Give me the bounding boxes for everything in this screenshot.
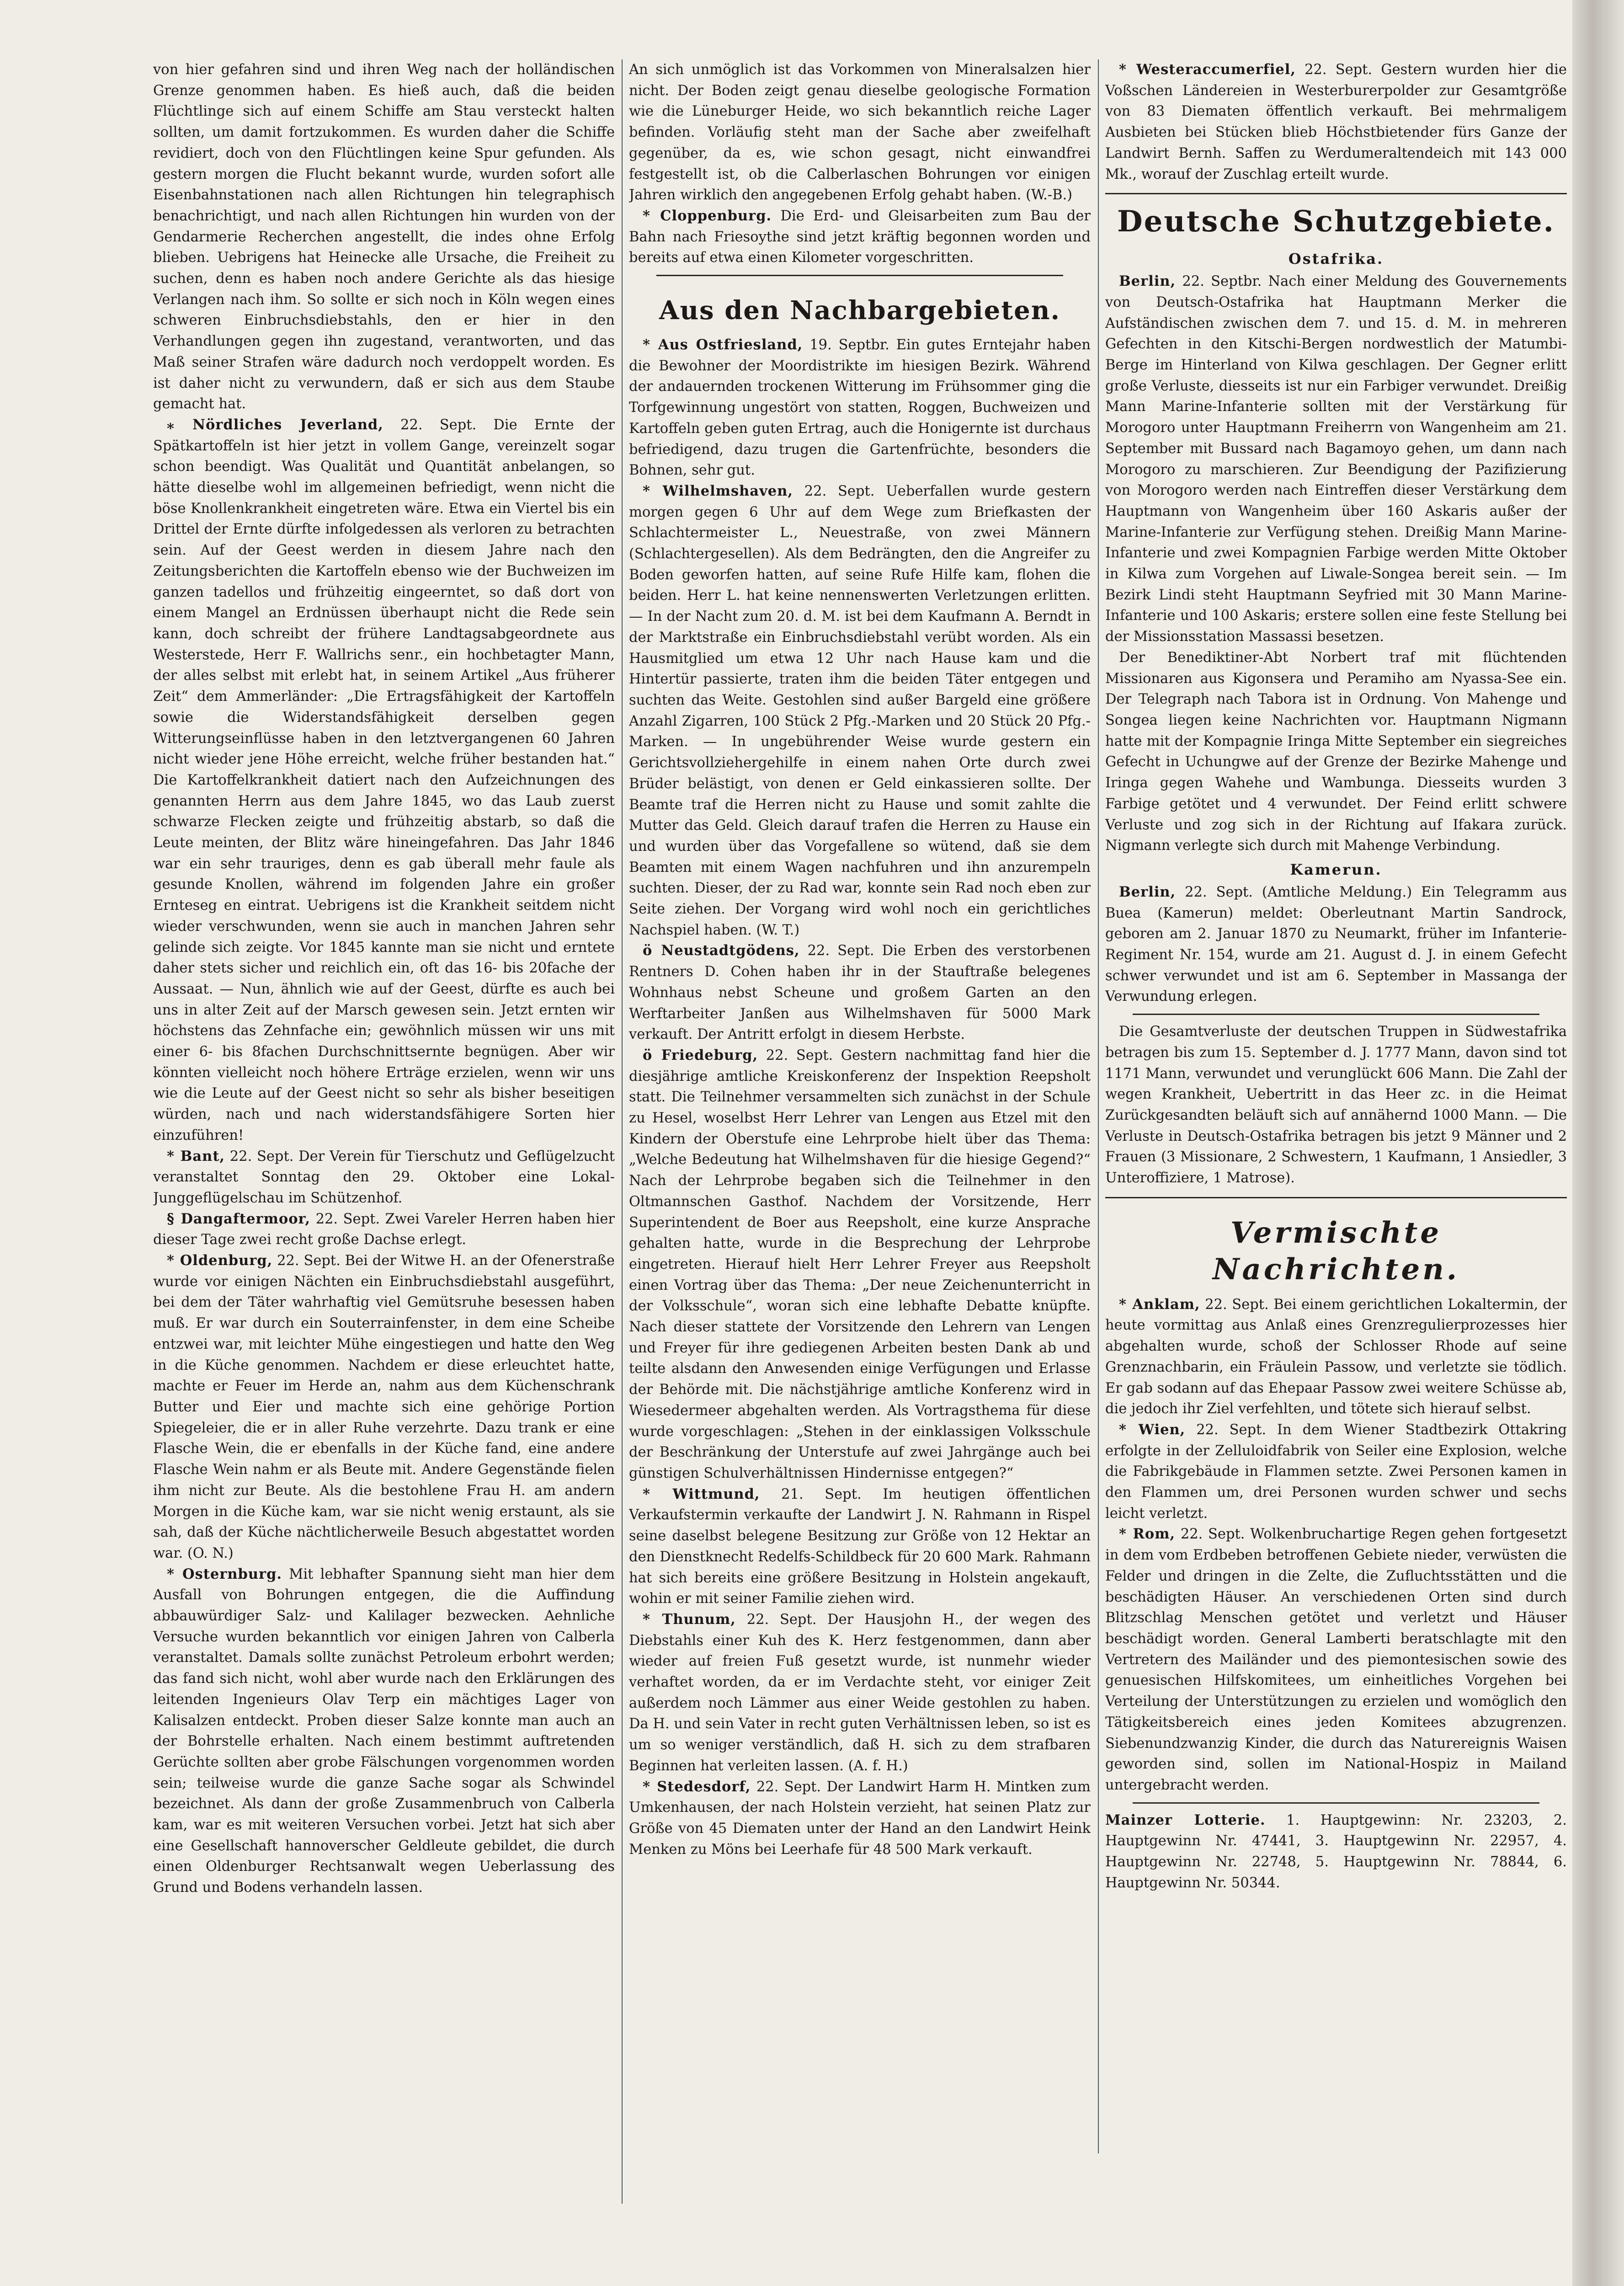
news-item [153, 415, 615, 1146]
news-text: 22. Sept. Der Landwirt Harm H. Mintken zum Umkenhausen, der nach Holstein verzieht, hat seinen Platz zur Größe von 45 Diematen unter der Hand an den Landwirt Heink Menken zu Möns bei Leerhafe für 48 500 Mark verkauft. [629, 1779, 1091, 1858]
dateline: * Osternburg. [167, 1565, 282, 1582]
news-text: An sich unmöglich ist das Vorkommen von Mineralsalzen hier nicht. Der Boden zeigt genau dieselbe geologische Formation wie die Lüneburger Heide, wo sich bekanntlich reiche Lager befinden. Vorläufig steht man der Sache aber zweifelhaft gegenüber, da es, wie schon gesagt, nicht einwandfrei festgestellt ist, ob die Calberlaschen Bohrungen vor einigen Jahren wirklich den angegebenen Erfolg gehabt haben. (W.-B.) [629, 62, 1091, 203]
news-text: 22. Sept. Bei der Witwe H. an der Ofenerstraße wurde vor einigen Nächten ein Einbruchsdiebstahl ausgeführt, bei dem der Täter wahrhaftig viel Gemütsruhe besessen haben muß. Er war durch ein Souterrainfenster, in dem eine Scheibe entzwei war, mit leichter Mühe eingestiegen und hatte den Weg in die Küche genommen. Nachdem er diese erleuchtet hatte, machte er Feuer im Herde an, nahm aus dem Küchenschrank Butter und Eier und machte sich eine gehörige Portion Spiegeleier, die er in aller Ruhe verzehrte. Dazu trank er eine Flasche Wein, die er ebenfalls in der Küche fand, eine andere Flasche Wein nahm er als Beute mit. Andere Gegenstände fielen ihm nicht zur Beute. Als die bestohlene Frau H. am andern Morgen in die Küche kam, war sie nicht wenig erstaunt, als sie sah, daß der Küche nächtlicherweile Besuch abgestattet worden war. (O. N.) [153, 1253, 615, 1561]
dateline: * Thunum, [643, 1611, 736, 1628]
dateline: Mainzer Lotterie. [1105, 1811, 1266, 1828]
news-text: Der Benediktiner-Abt Norbert traf mit flüchtenden Missionaren aus Kigonsera und Peramiho am Nyassa-See ein. Der Telegraph nach Tabora ist in Ordnung. Von Mahenge und Songea liegen keine Nachrichten vor. Hauptmann Nigmann hatte mit der Kompagnie Iringa Mitte September ein siegreiches Gefecht in Uchungwe auf der Grenze der Bezirke Mahenge und Iringa gegen Wahehe und Wambunga. Diesseits wurden 3 Farbige getötet und 4 verwundet. Der Feind erlitt schwere Verluste und zog sich in der Richtung auf Ifakara zurück. Nigmann verlegte sich durch mit Mahenge Verbindung. [1105, 649, 1567, 854]
news-text: 22. Sept. Bei einem gerichtlichen Lokaltermin, der heute vormittag aus Anlaß eines Grenzregulierprozesses hier abgehalten wurde, schoß der Schlosser Rhode auf seine Grenznachbarin, ein Fräulein Passow, und verletzte sie tödlich. Er gab sodann auf das Ehepaar Passow zwei weitere Schüsse ab, die jedoch ihr Ziel verfehlten, und tötete sich hierauf selbst. [1105, 1296, 1567, 1417]
dateline: * Oldenburg, [167, 1252, 273, 1269]
news-item [153, 1564, 615, 1898]
column-right [1105, 59, 1567, 2117]
dateline: Berlin, [1119, 273, 1176, 290]
news-item [1105, 1524, 1567, 1795]
news-item [629, 206, 1091, 268]
news-item [629, 940, 1091, 1045]
news-item [1105, 271, 1567, 647]
news-item [1105, 1294, 1567, 1420]
dateline: * Wien, [1119, 1421, 1186, 1438]
news-text: 22. Sept. In dem Wiener Stadtbezirk Ottakring erfolgte in der Zelluloidfabrik von Seiler eine Explosion, welche die Fabrikgebäude in Flammen setzte. Zwei Personen kamen in den Flammen um, drei Personen wurden schwer und sechs leicht verletzt. [1105, 1421, 1567, 1522]
news-text: 22. Sept. (Amtliche Meldung.) Ein Telegramm aus Buea (Kamerun) meldet: Oberleutnant Martin Sandrock, geboren am 2. Januar 1870 zu Neumarkt, früher im Infanterie-Regiment Nr. 154, wurde am 21. August d. J. in einem Gefecht schwer verwundet und ist am 6. September in Massanga der Verwundung erlegen. [1105, 884, 1567, 1005]
dateline: Berlin, [1119, 883, 1176, 900]
news-text: Die Gesamtverluste der deutschen Truppen in Südwestafrika betragen bis zum 15. September d. J. 1777 Mann, davon sind tot 1171 Mann, verwundet und verunglückt 606 Mann. Die Zahl der wegen Krankheit, Uebertritt in das Heer zc. in die Heimat Zurückgesandten beläuft sich auf annähernd 1000 Mann. — Die Verluste in Deutsch-Ostafrika betragen bis jetzt 9 Männer und 2 Frauen (3 Missionare, 2 Schwestern, 1 Kaufmann, 1 Ansiedler, 3 Unteroffiziere, 1 Matrose). [1105, 1024, 1567, 1186]
dateline: ⁎ Nördliches Jeverland, [167, 416, 383, 433]
dateline: ö Neustadtgödens, [643, 942, 800, 959]
news-item [629, 59, 1091, 206]
dateline: * Westeraccumerfiel, [1119, 61, 1296, 78]
news-item [153, 1250, 615, 1564]
section-rule [1133, 1802, 1539, 1804]
section-rule [1105, 193, 1567, 194]
news-text: 19. Septbr. Ein gutes Erntejahr haben die Bewohner der Moordistrikte im hiesigen Bezirk. Während der andauernden trockenen Witterung im Frühsommer ging die Torfgewinnung ungestört von statten, Roggen, Buchweizen und Kartoffeln geben guten Ertrag, auch die Honigernte ist durchaus befriedigend, dazu trugen die Gartenfrüchte, besonders die Bohnen, sehr gut. [629, 337, 1091, 479]
news-item [629, 1045, 1091, 1484]
section-heading: Aus den Nachbargebieten. [659, 295, 1060, 326]
column-divider [622, 59, 623, 2204]
column-divider [1098, 59, 1099, 2153]
section-rule [1133, 1014, 1539, 1015]
news-text: 22. Sept. Ueberfallen wurde gestern morgen gegen 6 Uhr auf dem Wege zum Briefkasten der Schlachtermeister L., Neuestraße, von zwei Männern (Schlachtergesellen). Als dem Bedrängten, den die Angreifer zu Boden geworfen hatten, auf seine Rufe Hilfe kam, flohen die beiden. Herr L. hat keine nennenswerten Verletzungen erlitten. — In der Nacht zum 20. d. M. ist bei dem Kaufmann A. Berndt in der Marktstraße ein Einbruchsdiebstahl verübt worden. Als ein Hausmitglied um etwa 12 Uhr nach Hause kam und die Hintertür passierte, traten ihm die beiden Täter entgegen und suchten das Weite. Gestohlen sind außer Bargeld eine größere Anzahl Zigarren, 100 Stück 2 Pfg.-Marken und 20 Stück 20 Pfg.-Marken. — In ungebührender Weise wurde gestern ein Gerichtsvollziehergehilfe in einem nahen Orte durch zwei Brüder belästigt, von denen er Geld einkassieren sollte. Der Beamte traf die Herren nicht zu Hause und somit zahlte die Mutter das Geld. Gleich darauf trafen die Herren zu Hause ein und wurden über das Vorgefallene so wütend, daß sie dem Beamten mit einem Wagen nachfuhren und ihn anzurempeln suchten. Dieser, der zu Rad war, konnte sein Rad noch eben zur Seite ziehen. Der Vorgang wird wohl noch ein gerichtliches Nachspiel haben. (W. T.) [629, 483, 1091, 938]
dateline: * Stedesdorf, [643, 1778, 751, 1795]
news-text: 22. Sept. Die Ernte der Spätkartoffeln ist hier jetzt in vollem Gange, vereinzelt sogar schon beendigt. Was Qualität und Quantität anbelangen, so hätte dieselbe wohl im allgemeinen befriedigt, wenn nicht die böse Knollenkrankheit eingetreten wäre. Etwa ein Viertel bis ein Drittel der Ernte dürfte infolgedessen als verloren zu betrachten sein. Auf der Geest werden in diesem Jahre nach den Zeitungsberichten die Kartoffeln ebenso wie der Buchweizen im ganzen tadellos und frühzeitig eingeerntet, so daß dort von einem Mangel an Erdnüssen überhaupt nicht die Rede sein kann, doch schreibt der frühere Landtagsabgeordnete aus Westerstede, Herr F. Wallrichs senr., ein hochbetagter Mann, der alles selbst mit erlebt hat, in seinem Artikel „Aus früherer Zeit“ dem Ammerländer: „Die Ertragsfähigkeit der Kartoffeln sowie die Widerstandsfähigkeit derselben gegen Witterungseinflüsse haben in den letztvergangenen 60 Jahren nicht wieder jene Höhe erreicht, welche früher bestanden hat.“ Die Kartoffelkrankheit datiert nach den Aufzeichnungen des genannten Herrn aus dem Jahre 1845, wo das Laub zuerst schwarze Flecken zeigte und frühzeitig abstarb, so daß die Leute meinten, der Blitz wäre hineingefahren. Das Jahr 1846 war ein sehr trauriges, denn es gab überall mehr faule als gesunde Knollen, während im folgenden Jahre ein großer Ernteseg en eintrat. Uebrigens ist die Krankheit seitdem nicht wieder verschwunden, wenn sie auch in manchen Jahren sehr gelinde sich zeigte. Vor 1845 kannte man sie nicht und erntete daher stets sicher und reichlich ein, oft das 16- bis 20fache der Aussaat. — Nun, ähnlich wie auf der Geest, dürfte es auch bei uns in alter Zeit auf der Marsch gewesen sein. Jetzt ernten wir höchstens das Zehnfache ein; gewöhnlich müssen wir uns mit einer 6- bis 8fachen Durchschnittsernte begnügen. Aber wir könnten vielleicht noch höhere Erträge erzielen, wenn wir uns wie die Leute auf der Geest nicht so sehr als bisher beseitigen würden, nach und nach widerstandsfähigere Sorten hier einzuführen! [153, 417, 615, 1143]
news-item [1105, 647, 1567, 856]
news-text: 22. Sept. Gestern nachmittag fand hier die diesjährige amtliche Kreiskonferenz der Inspektion Reepsholt statt. Die Teilnehmer versammelten sich zunächst in der Schule zu Hesel, woselbst Herr Lehrer van Lengen aus Etzel mit den Kindern der Oberstufe eine Lehrprobe hielt über das Thema: „Welche Bedeutung hat Wilhelmshaven für die hiesige Gegend?“ Nach der Lehrprobe begaben sich die Teilnehmer in den Oltmannschen Gasthof. Nachdem der Vorsitzende, Herr Superintendent de Boer aus Reepsholt, eine kurze Ansprache gehalten hatte, wurde in die Besprechung der Lehrprobe eingetreten. Hierauf hielt Herr Lehrer Freyer aus Reepsholt einen Vortrag über das Thema: „Der neue Zeichenunterricht in der Volksschule“, woran sich eine lebhafte Debatte knüpfte. Nach dieser stattete der Vorsitzende den Lehrern van Lengen und Freyer für ihre gediegenen Arbeiten besten Dank ab und teilte alsdann den Anwesenden einige Verfügungen und Erlasse der Behörde mit. Die nächstjährige amtliche Konferenz wird in Wiesedermeer abgehalten werden. Als Vortragsthema für diese wurde vorgeschlagen: „Stehen in der einklassigen Volksschule der Beschränkung der Unterstufe auf zwei Jahrgänge auch bei günstigen Schulverhältnissen Hindernisse entgegen?“ [629, 1047, 1091, 1481]
news-text: 22. Sept. Wolkenbruchartige Regen gehen fortgesetzt in dem vom Erdbeben betroffenen Gebiete nieder, verwüsten die Felder und dringen in die Zelte, die Zufluchtsstätten und die beschädigten Häuser. An verschiedenen Orten sind durch Blitzschlag Menschen getötet und verletzt und Häuser beschädigt worden. General Lamberti beratschlagte mit den Vertretern des Mailänder und des piemontesischen sowie des genuesischen Hilfskomitees, um einheitliches Vorgehen bei Verteilung der Unterstützungen zu erzielen und womöglich den Tätigkeitsbereich eines jeden Komitees abzugrenzen. Siebenundzwanzig Kinder, die durch das Naturereignis Waisen geworden sind, sollen im National-Hospiz in Mailand untergebracht werden. [1105, 1526, 1567, 1793]
section-rule [1105, 1197, 1567, 1198]
news-text: Die Erd- und Gleisarbeiten zum Bau der Bahn nach Friesoythe sind jetzt kräftig begonnen worden und bereits auf etwa einen Kilometer vorgeschritten. [629, 208, 1091, 266]
news-item [153, 59, 615, 415]
section-heading: Vermischte Nachrichten. [1212, 1215, 1460, 1287]
subsection-heading: Ostafrika. [1288, 250, 1384, 268]
news-text: 22. Sept. Der Hausjohn H., der wegen des Diebstahls einer Kuh des K. Herz festgenommen, dann aber wieder auf freien Fuß gesetzt wurde, ist nunmehr wieder verhaftet worden, da er im Verdachte steht, vor einiger Zeit außerdem noch Lämmer aus einer Weide gestohlen zu haben. Da H. und sein Vater in recht guten Verhältnissen leben, so ist es um so weniger verständlich, daß H. sich zu dem strafbaren Beginnen hat verleiten lassen. (A. f. H.) [629, 1611, 1091, 1774]
news-item [629, 1609, 1091, 1777]
news-text: 22. Sept. Gestern wurden hier die Voßschen Ländereien in Westerburerpolder zur Gesamtgröße von 83 Diematen öffentlich verkauft. Bei mehrmaligem Ausbieten bei Stücken blieb Höchstbietender fürs Ganze der Landwirt Bernh. Saffen zu Werdumeraltendeich mit 143 000 Mk., worauf der Zuschlag erteilt wurde. [1105, 62, 1567, 182]
news-text: 22. Sept. Der Verein für Tierschutz und Geflügelzucht veranstaltet Sonntag den 29. Oktober eine Lokal-Junggeflügelschau im Schützenhof. [153, 1148, 615, 1206]
news-text: Mit lebhafter Spannung sieht man hier dem Ausfall von Bohrungen entgegen, die die Auffindung abbauwürdiger Salz- und Kalilager bezwecken. Aehnliche Versuche wurden bekanntlich vor einigen Jahren von Calberla veranstaltet. Damals sollte zunächst Petroleum erbohrt werden; das fand sich nicht, wohl aber wurde nach den Erklärungen des leitenden Ingenieurs Olav Terp ein mächtiges Lager von Kalisalzen entdeckt. Proben dieser Salze konnte man auch an der Bohrstelle erhalten. Nach einem bestimmt auftretenden Gerüchte sollten aber grobe Fälschungen vorgenommen worden sein; teilweise wurde die ganze Sache sogar als Schwindel bezeichnet. Als dann der große Zusammenbruch von Calberla kam, war es mit weiteren Versuchen vorbei. Jetzt hat sich aber eine Gesellschaft hannoverscher Geldleute gebildet, die durch einen Oldenburger Rechtsanwalt wegen Ueberlassung des Grund und Bodens verhandeln lassen. [153, 1566, 615, 1896]
news-text: 22. Sept. Zwei Vareler Herren haben hier dieser Tage zwei recht große Dachse erlegt. [153, 1211, 615, 1248]
news-text: 1. Hauptgewinn: Nr. 23203, 2. Hauptgewinn Nr. 47441, 3. Hauptgewinn Nr. 22957, 4. Hauptgewinn Nr. 22748, 5. Hauptgewinn Nr. 78844, 6. Hauptgewinn Nr. 50344. [1105, 1812, 1567, 1891]
news-text: von hier gefahren sind und ihren Weg nach der holländischen Grenze genommen haben. Es hieß auch, daß die beiden Flüchtlinge sich auf einem Schiffe am Stau versteckt halten sollten, um damit fortzukommen. Es wurden daher die Schiffe revidiert, doch von den Flüchtlingen keine Spur gefunden. Als gestern morgen die Flucht bekannt wurde, wurden sofort alle Eisenbahnstationen nach allen Richtungen hin telegraphisch benachrichtigt, und nach allen Richtungen hin wurden von der Gendarmerie Recherchen angestellt, die indes ohne Erfolg blieben. Uebrigens hat Heinecke alle Ursache, die Freiheit zu suchen, denn es haben noch andere Gerichte als das hiesige Verlangen nach ihm. So sollte er sich noch in Köln wegen eines schweren Einbruchsdiebstahls, den er hier in den Verhandlungen gegen ihn zugestand, verantworten, und das Maß seiner Strafen wäre dadurch noch verdoppelt worden. Es ist daher nicht zu verwundern, daß er sich aus dem Staube gemacht hat. [153, 62, 615, 412]
dateline: * Rom, [1119, 1526, 1176, 1543]
dateline: * Wittmund, [643, 1485, 760, 1502]
dateline: * Anklam, [1119, 1296, 1200, 1313]
news-item [153, 1146, 615, 1209]
dateline: * Bant, [167, 1148, 225, 1164]
news-item [629, 335, 1091, 481]
dateline: § Dangaftermoor, [167, 1210, 311, 1227]
dateline: * Cloppenburg. [643, 207, 772, 224]
subsection-heading: Kamerun. [1290, 860, 1382, 878]
news-item [1105, 882, 1567, 1007]
section-rule [656, 275, 1063, 276]
news-item [1105, 1021, 1567, 1189]
news-text: 21. Sept. Im heutigen öffentlichen Verkaufstermin verkaufte der Landwirt J. N. Rahmann in Rispel seine daselbst belegene Besitzung zur Größe von 12 Hektar an den Dienstknecht Redelfs-Schildbeck für 20 600 Mark. Rahmann hat sich bereits eine größere Besitzung in Holstein angekauft, wohin er mit seiner Familie ziehen wird. [629, 1486, 1091, 1607]
news-item [153, 1209, 615, 1250]
column-middle [629, 59, 1091, 2208]
news-text: 22. Sept. Die Erben des verstorbenen Rentners D. Cohen haben ihr in der Stauftraße belegenes Wohnhaus nebst Scheune und großem Garten an den Werftarbeiter Janßen aus Wilhelmshaven für 5000 Mark verkauft. Der Antritt erfolgt in diesem Herbste. [629, 943, 1091, 1043]
news-item [629, 1484, 1091, 1609]
dateline: * Wilhelmshaven, [643, 482, 793, 499]
dateline: ö Friedeburg, [643, 1047, 758, 1063]
news-item [629, 1777, 1091, 1860]
news-item [1105, 1810, 1567, 1894]
dateline: * Aus Ostfriesland, [643, 336, 803, 353]
news-item [629, 481, 1091, 940]
news-text: 22. Septbr. Nach einer Meldung des Gouvernements von Deutsch-Ostafrika hat Hauptmann Merker die Aufständischen zwischen dem 7. und 15. d. M. in mehreren Gefechten in den Kitschi-Bergen nordwestlich der Matumbi-Berge im Hinterland von Kilwa geschlagen. Der Gegner erlitt große Verluste, diesseits ist nur ein Farbiger verwundet. Dreißig Mann Marine-Infanterie sollten mit der Verstärkung für Morogoro unter Hauptmann Freiherrn von Wangenheim am 21. September mit Bussard nach Bagamoyo gehen, um dann nach Morogoro zu marschieren. Zur Beendigung der Pazifizierung von Morogoro werden nach Eintreffen dieser Verstärkung dem Hauptmann von Wangenheim über 160 Askaris außer der Marine-Infanterie zur Verfügung stehen. Dreißig Mann Marine-Infanterie und zwei Kompagnien Farbige werden Mitte Oktober in Kilwa zum Vorgehen auf Liwale-Songea bereit sein. — Im Bezirk Lindi steht Hauptmann Seyfried mit 30 Mann Marine-Infanterie und 100 Askaris; erstere sollen eine feste Stellung bei der Missionsstation Massassi besetzen. [1105, 273, 1567, 645]
column-left [153, 59, 615, 2263]
news-item [1105, 1420, 1567, 1524]
news-item [1105, 59, 1567, 185]
page-binding-edge [1572, 0, 1624, 2286]
section-heading: Deutsche Schutzgebiete. [1117, 204, 1555, 239]
